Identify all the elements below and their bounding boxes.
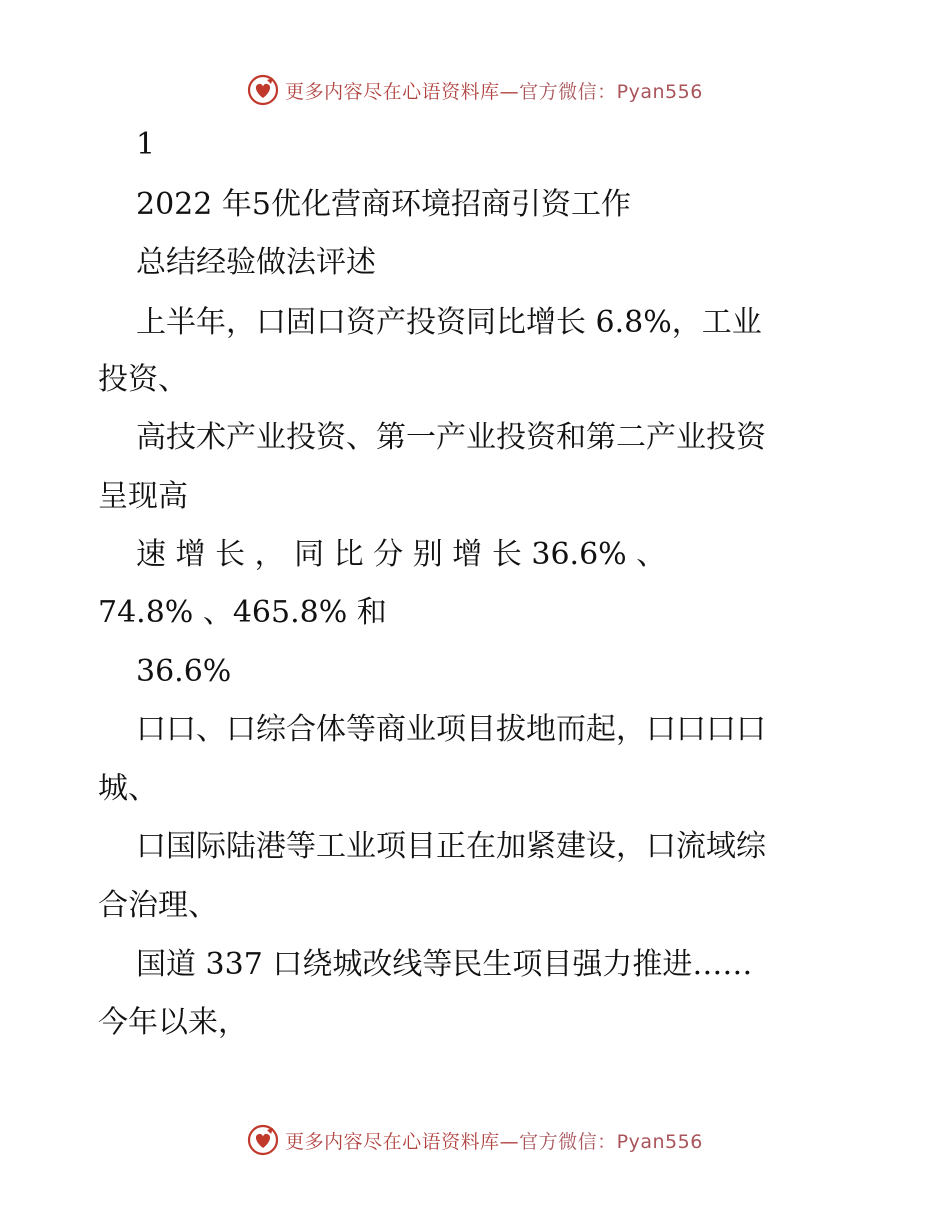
heart-pen-logo-icon: [247, 1124, 279, 1156]
footer-banner: [0, 1120, 950, 1160]
paragraph-line: 城、: [98, 771, 158, 806]
banner-text: 更多内容尽在心语资料库—官方微信：Pyan556: [285, 80, 703, 103]
paragraph-line: 36.6%: [136, 654, 232, 689]
page-number: 1: [136, 127, 156, 162]
paragraph-line: 速 增 长 ， 同 比 分 别 增 长 36.6% 、: [136, 537, 667, 572]
paragraph-line: 74.8% 、465.8% 和: [98, 595, 387, 630]
paragraph-line: 今年以来，: [98, 1005, 248, 1040]
paragraph-line: 口国际陆港等工业项目正在加紧建设，口流域综: [136, 829, 766, 864]
paragraph-line: 合治理、: [98, 888, 218, 923]
paragraph-line: 投资、: [98, 362, 188, 397]
banner-text: 更多内容尽在心语资料库—官方微信：Pyan556: [285, 1130, 703, 1153]
paragraph-line: 上半年，口固口资产投资同比增长 6.8%，工业: [136, 305, 762, 340]
paragraph-line: 国道 337 口绕城改线等民生项目强力推进……: [136, 947, 753, 982]
header-banner: [0, 70, 950, 110]
document-title-line-1: 2022 年5优化营商环境招商引资工作: [136, 187, 631, 222]
paragraph-line: 高技术产业投资、第一产业投资和第二产业投资: [136, 420, 766, 455]
paragraph-line: 口口、口综合体等商业项目拔地而起，口口口口: [136, 712, 766, 747]
document-title-line-2: 总结经验做法评述: [136, 245, 376, 280]
heart-pen-logo-icon: [247, 74, 279, 106]
paragraph-line: 呈现高: [98, 479, 188, 514]
